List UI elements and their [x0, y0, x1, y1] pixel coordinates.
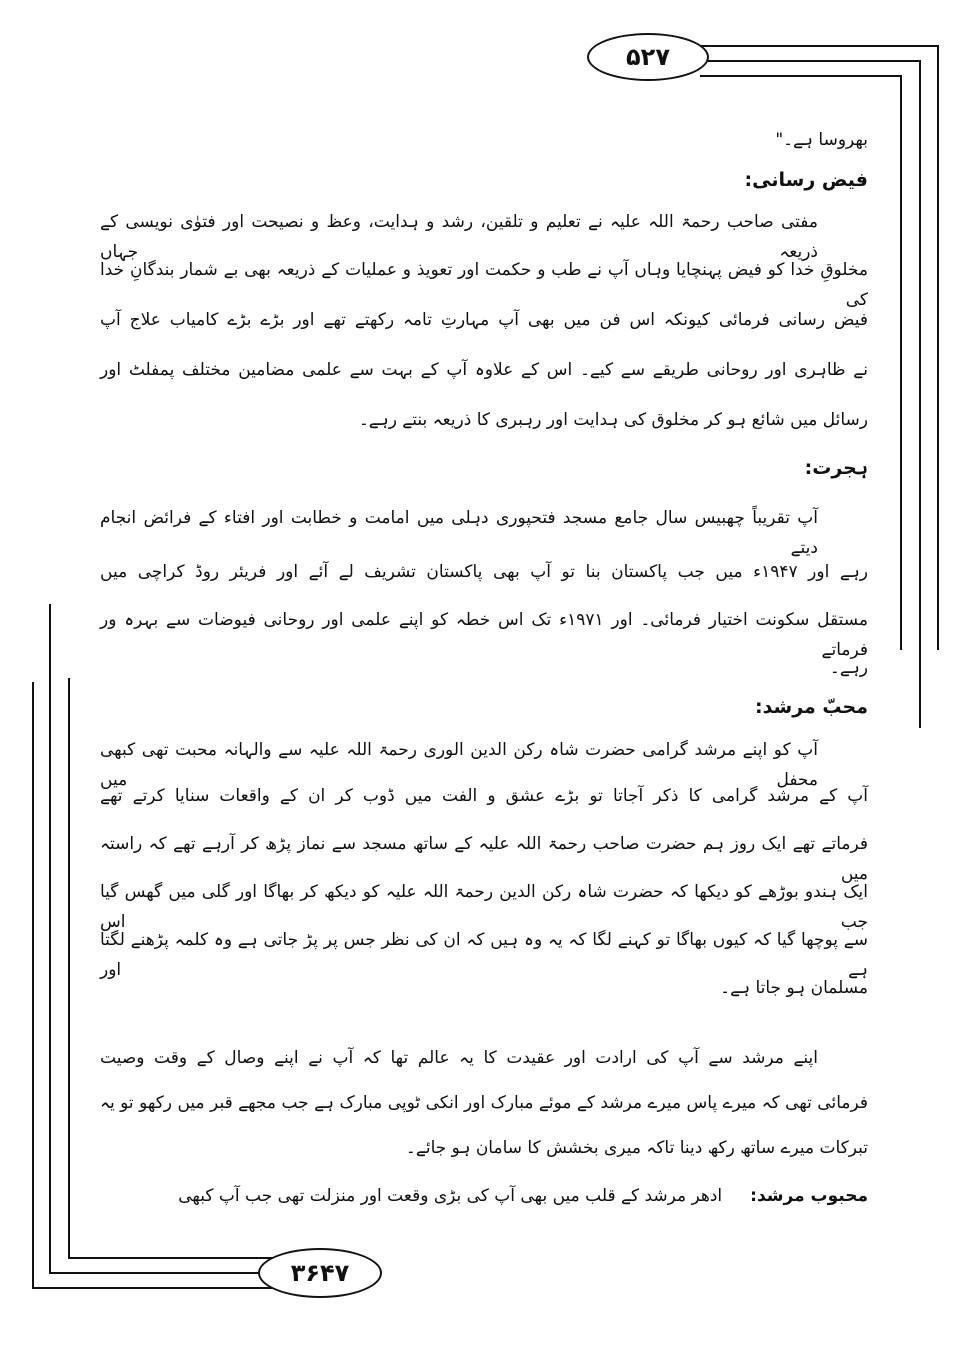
paragraph-line: رہے۔ — [829, 658, 868, 678]
paragraph-line: رسائل میں شائع ہو کر مخلوق کی ہدایت اور رہبری کا ذریعہ بنتے رہے۔ — [358, 410, 868, 430]
frame-top-middle — [700, 60, 921, 62]
frame-right-middle — [919, 60, 921, 728]
paragraph-line: مستقل سکونت اختیار فرمائی۔ اور ۱۹۷۱ء تک اس خطہ کو اپنے علمی اور روحانی فیوضات سے بہرہ ور فرماتے — [100, 610, 868, 660]
paragraph-line: آپ کو اپنے مرشد گرامی حضرت شاہ رکن الدین الوری رحمۃ اللہ علیہ سے والہانہ محبت تھی کبھی محفل میں — [100, 740, 818, 790]
frame-bottom-outer — [32, 1287, 272, 1289]
intro-line: بھروسا ہے۔" — [775, 130, 868, 150]
paragraph-line: فرماتے تھے ایک روز ہم حضرت صاحب رحمۃ اللہ علیہ کے ساتھ مسجد سے نماز پڑھ کر آرہے تھے کہ راستہ میں — [100, 834, 868, 884]
page-number-bottom — [258, 1248, 382, 1298]
section-heading-muhibb-murshid: محبّ مرشد: — [754, 696, 868, 718]
page-number-top — [587, 33, 709, 81]
frame-bottom-middle — [49, 1272, 269, 1274]
paragraph-text: ادھر مرشد کے قلب میں بھی آپ کی بڑی وقعت اور منزلت تھی جب آپ کبھی — [178, 1186, 723, 1206]
paragraph-line: مسلمان ہو جاتا ہے۔ — [720, 978, 868, 998]
paragraph-line: ایک ہندو بوڑھے کو دیکھا کہ حضرت شاہ رکن الدین رحمۃ اللہ علیہ کو دیکھ کر بھاگا اور گلی میں گھس گیا جب اس — [100, 882, 868, 932]
paragraph-line: رہے اور ۱۹۴۷ء میں جب پاکستان بنا تو آپ بھی پاکستان تشریف لے آئے اور فریئر روڈ کراچی میں — [100, 562, 868, 582]
frame-right-outer — [937, 45, 939, 650]
paragraph-line: فیض رسانی فرمائی کیونکہ اس فن میں بھی آپ مہارتِ تامہ رکھتے تھے اور بڑے بڑے کامیاب علاج آپ — [100, 310, 868, 330]
frame-top-inner — [700, 75, 902, 77]
paragraph-line-mahboob-murshid — [100, 1181, 868, 1211]
paragraph-line: مفتی صاحب رحمۃ اللہ علیہ نے تعلیم و تلقین، رشد و ہدایت، وعظ و نصیحت اور فتوٰی نویسی کے ذریعہ جہاں — [100, 212, 818, 262]
section-heading-hijrat: ہجرت: — [804, 457, 868, 479]
section-heading-faiz-rasani: فیض رسانی: — [744, 169, 868, 191]
page-number-top-text: ۵۲۷ — [626, 43, 670, 71]
frame-top-outer — [700, 45, 939, 47]
paragraph-line: مخلوقِ خدا کو فیض پہنچایا وہاں آپ نے طب و حکمت اور تعویذ و عملیات کے ذریعہ بھی بے شمار بندگانِ خدا کی — [100, 260, 868, 310]
paragraph-line: نے ظاہری اور روحانی طریقے سے کیے۔ اس کے علاوہ آپ کے بہت سے علمی مضامین مختلف پمفلٹ اور — [100, 360, 868, 380]
paragraph-line: اپنے مرشد سے آپ کی ارادت اور عقیدت کا یہ عالم تھا کہ آپ نے اپنے وصال کے وقت وصیت — [100, 1048, 818, 1068]
page-number-bottom-text: ۳۶۴۷ — [290, 1259, 350, 1287]
frame-bottom-inner — [68, 1257, 273, 1259]
frame-left-middle — [49, 604, 51, 1274]
paragraph-line: تبرکات میرے ساتھ رکھ دینا تاکہ میری بخشش کا سامان ہو جائے۔ — [405, 1138, 868, 1158]
paragraph-line: آپ کے مرشد گرامی کا ذکر آجاتا تو بڑے عشق و الفت میں ڈوب کر ان کے واقعات سنایا کرتے تھے — [100, 786, 868, 806]
section-heading-mahboob-murshid: محبوب مرشد: — [750, 1186, 868, 1206]
paragraph-line: فرمائی تھی کہ میرے پاس میرے مرشد کے موئے مبارک اور انکی ٹوپی مبارک ہے جب مجھے قبر میں رکھو تو یہ — [100, 1093, 868, 1113]
frame-right-inner — [900, 75, 902, 650]
paragraph-line: سے پوچھا گیا کہ کیوں بھاگا تو کہنے لگا کہ یہ وہ ہیں کہ ان کی نظر جس پر پڑ جاتی ہے وہ کلمہ پڑھنے لگتا ہے اور — [100, 930, 868, 980]
paragraph-line: آپ تقریباً چھبیس سال جامع مسجد فتحپوری دہلی میں امامت و خطابت اور افتاء کے فرائض انجام دیتے — [100, 508, 818, 558]
frame-left-outer — [32, 682, 34, 1289]
frame-left-inner — [68, 678, 70, 1259]
